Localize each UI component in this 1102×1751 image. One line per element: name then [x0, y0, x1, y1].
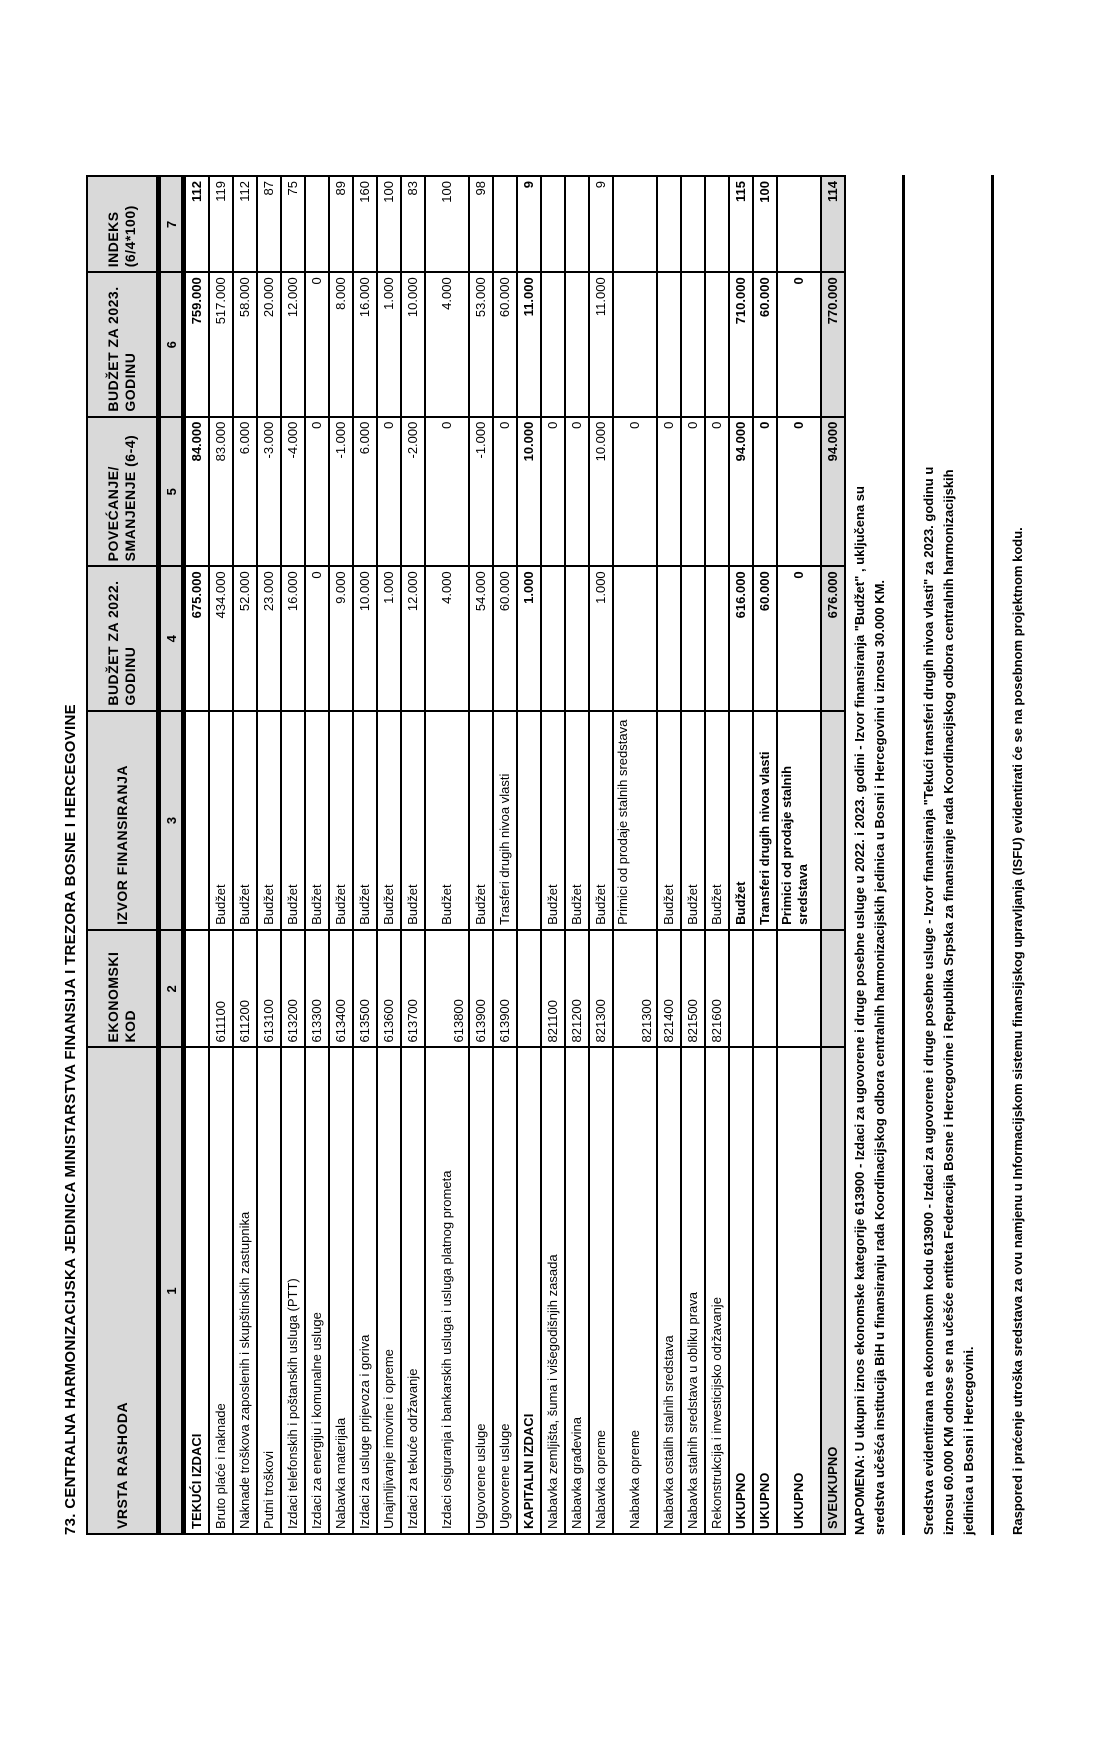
budzet-2022-cell	[613, 566, 657, 710]
povecanje-smanjenje-cell: -1.000	[329, 417, 353, 567]
povecanje-smanjenje-cell: 0	[305, 417, 329, 567]
col-header-ekonomski-kod: EKONOMSKI KOD	[87, 930, 159, 1048]
izvor-finansiranja-cell: Budžet	[589, 711, 613, 930]
budzet-2023-cell: 11.000	[517, 272, 541, 416]
budzet-2023-cell: 710.000	[729, 272, 753, 416]
ekonomski-kod-cell: 821400	[657, 930, 681, 1048]
table-row	[281, 176, 305, 1534]
col-number: 3	[159, 711, 184, 930]
povecanje-smanjenje-cell: 10.000	[517, 417, 541, 567]
indeks-cell	[681, 176, 705, 272]
table-row	[613, 176, 657, 1534]
ekonomski-kod-cell: 613500	[353, 930, 377, 1048]
ekonomski-kod-cell: 821600	[705, 930, 729, 1048]
col-number: 4	[159, 566, 184, 710]
table-row	[541, 176, 565, 1534]
vrsta-rashoda-cell: Ugovorene usluge	[469, 1047, 493, 1534]
table-row	[753, 176, 777, 1534]
ekonomski-kod-cell: 611200	[233, 930, 257, 1048]
povecanje-smanjenje-cell: -3.000	[257, 417, 281, 567]
funding-note-line: jedinica u Bosni i Hercegovini.	[961, 1346, 976, 1535]
izvor-finansiranja-cell: Budžet	[705, 711, 729, 930]
povecanje-smanjenje-cell: -1.000	[469, 417, 493, 567]
indeks-cell	[541, 176, 565, 272]
budzet-2022-cell: 434.000	[209, 566, 233, 710]
budzet-2022-cell	[681, 566, 705, 710]
povecanje-smanjenje-cell: 0	[425, 417, 469, 567]
budzet-2023-cell: 11.000	[589, 272, 613, 416]
table-row	[821, 176, 845, 1534]
budzet-2022-cell: 0	[305, 566, 329, 710]
ekonomski-kod-cell: 613100	[257, 930, 281, 1048]
indeks-cell: 160	[353, 176, 377, 272]
izvor-finansiranja-cell: Budžet	[541, 711, 565, 930]
col-header-izvor-finansiranja: IZVOR FINANSIRANJA	[87, 711, 159, 930]
budzet-2023-cell: 60.000	[493, 272, 517, 416]
funding-note-line: iznosu 60.000 KM odnose se na učešće entiteta Federacija Bosne i Hercegovine i Republika Srpska za finansiranje rada Koordinacijskog odbora centralnih harmonizacijskih	[941, 469, 956, 1535]
vrsta-rashoda-cell: Unajmljivanje imovine i opreme	[377, 1047, 401, 1534]
vrsta-rashoda-cell: Nabavka opreme	[589, 1047, 613, 1534]
napomena-note	[850, 175, 890, 1535]
budzet-2022-cell: 12.000	[401, 566, 425, 710]
povecanje-smanjenje-cell: 6.000	[233, 417, 257, 567]
budzet-2022-cell: 0	[777, 566, 821, 710]
ekonomski-kod-cell: 821300	[613, 930, 657, 1048]
table-row	[493, 176, 517, 1534]
izvor-finansiranja-cell: Budžet	[353, 711, 377, 930]
vrsta-rashoda-cell: Izdaci za energiju i komunalne usluge	[305, 1047, 329, 1534]
ekonomski-kod-cell: 821300	[589, 930, 613, 1048]
budzet-2023-cell: 10.000	[401, 272, 425, 416]
izvor-finansiranja-cell: Budžet	[681, 711, 705, 930]
table-row	[777, 176, 821, 1534]
povecanje-smanjenje-cell: 83.000	[209, 417, 233, 567]
vrsta-rashoda-cell: Nabavka opreme	[613, 1047, 657, 1534]
indeks-cell	[705, 176, 729, 272]
col-number: 1	[159, 1047, 184, 1534]
ekonomski-kod-cell: 613700	[401, 930, 425, 1048]
indeks-cell	[613, 176, 657, 272]
ekonomski-kod-cell	[184, 930, 210, 1048]
izvor-finansiranja-cell: Budžet	[329, 711, 353, 930]
vrsta-rashoda-cell: Putni troškovi	[257, 1047, 281, 1534]
povecanje-smanjenje-cell: 6.000	[353, 417, 377, 567]
izvor-finansiranja-cell: Budžet	[209, 711, 233, 930]
ekonomski-kod-cell	[777, 930, 821, 1048]
povecanje-smanjenje-cell: 94.000	[821, 417, 845, 567]
indeks-cell: 115	[729, 176, 753, 272]
budzet-2023-cell: 53.000	[469, 272, 493, 416]
izvor-finansiranja-cell: Primici od prodaje stalnih sredstava	[613, 711, 657, 930]
table-row	[401, 176, 425, 1534]
izvor-finansiranja-cell	[517, 711, 541, 930]
col-header-povecanje-smanjenje: POVEĆANJE/ SMANJENJE (6-4)	[87, 417, 159, 567]
indeks-cell: 100	[377, 176, 401, 272]
vrsta-rashoda-cell: Izdaci telefonskih i poštanskih usluga (PTT)	[281, 1047, 305, 1534]
ekonomski-kod-cell: 613200	[281, 930, 305, 1048]
napomena-line: NAPOMENA: U ukupni iznos ekonomske kategorije 613900 - Izdaci za ugovorene i druge posebne usluge u 2022. i 2023. godini - Izvor finansiranja "Budžet" , uključena su	[852, 486, 867, 1535]
budzet-2022-cell: 52.000	[233, 566, 257, 710]
ekonomski-kod-cell: 821500	[681, 930, 705, 1048]
izvor-finansiranja-cell: Budžet	[565, 711, 589, 930]
vrsta-rashoda-cell: Izdaci za usluge prijevoza i goriva	[353, 1047, 377, 1534]
izvor-finansiranja-cell: Budžet	[469, 711, 493, 930]
table-row	[233, 176, 257, 1534]
vrsta-rashoda-cell: Nabavka materijala	[329, 1047, 353, 1534]
table-row	[657, 176, 681, 1534]
vrsta-rashoda-cell: UKUPNO	[777, 1047, 821, 1534]
table-row	[729, 176, 753, 1534]
izvor-finansiranja-cell: Budžet	[401, 711, 425, 930]
indeks-cell: 114	[821, 176, 845, 272]
ekonomski-kod-cell	[821, 930, 845, 1048]
budzet-2023-cell: 0	[305, 272, 329, 416]
table-row	[353, 176, 377, 1534]
vrsta-rashoda-cell: Naknade troškova zaposlenih i skupštinskih zastupnika	[233, 1047, 257, 1534]
budzet-2022-cell: 4.000	[425, 566, 469, 710]
budzet-2023-cell: 759.000	[184, 272, 210, 416]
povecanje-smanjenje-cell: 84.000	[184, 417, 210, 567]
budzet-2022-cell: 60.000	[493, 566, 517, 710]
funding-note	[919, 175, 979, 1535]
indeks-cell: 87	[257, 176, 281, 272]
budzet-2022-cell: 54.000	[469, 566, 493, 710]
povecanje-smanjenje-cell: 0	[377, 417, 401, 567]
table-row	[565, 176, 589, 1534]
budzet-2023-cell: 1.000	[377, 272, 401, 416]
budzet-2023-cell	[565, 272, 589, 416]
ekonomski-kod-cell: 611100	[209, 930, 233, 1048]
ekonomski-kod-cell: 821200	[565, 930, 589, 1048]
indeks-cell: 98	[469, 176, 493, 272]
budzet-2023-cell: 60.000	[753, 272, 777, 416]
ekonomski-kod-cell: 613300	[305, 930, 329, 1048]
indeks-cell	[305, 176, 329, 272]
table-row	[589, 176, 613, 1534]
vrsta-rashoda-cell: Izdaci osiguranja i bankarskih usluga i usluga platnog prometa	[425, 1047, 469, 1534]
budzet-2022-cell: 1.000	[377, 566, 401, 710]
vrsta-rashoda-cell: Bruto plaće i naknade	[209, 1047, 233, 1534]
vrsta-rashoda-cell: UKUPNO	[753, 1047, 777, 1534]
indeks-cell: 9	[589, 176, 613, 272]
ekonomski-kod-cell	[753, 930, 777, 1048]
budzet-2022-cell	[565, 566, 589, 710]
vrsta-rashoda-cell: UKUPNO	[729, 1047, 753, 1534]
vrsta-rashoda-cell: Ugovorene usluge	[493, 1047, 517, 1534]
napomena-line: sredstva učešća institucija BiH u finansiranju rada Koordinacijskog odbora centralnih harmonizacijskih jedinica u Bosni i Hercegovini u iznosu 30.000 KM.	[872, 579, 887, 1535]
izvor-finansiranja-cell: Budžet	[729, 711, 753, 930]
budzet-2023-cell: 16.000	[353, 272, 377, 416]
budzet-2022-cell: 1.000	[517, 566, 541, 710]
funding-note-line: Sredstva evidentirana na ekonomskom kodu 613900 - Izdaci za ugovorene i druge posebne usluge - Izvor finansiranja "Tekući transferi drugih nivoa vlasti" za 2023. godinu u	[921, 466, 936, 1535]
ekonomski-kod-cell	[729, 930, 753, 1048]
izvor-finansiranja-cell: Primici od prodaje stalnih sredstava	[777, 711, 821, 930]
indeks-cell: 100	[753, 176, 777, 272]
ekonomski-kod-cell	[517, 930, 541, 1048]
indeks-cell	[777, 176, 821, 272]
izvor-finansiranja-cell: Trasferi drugih nivoa vlasti	[493, 711, 517, 930]
budzet-2023-cell: 517.000	[209, 272, 233, 416]
indeks-cell: 100	[425, 176, 469, 272]
budzet-2022-cell	[705, 566, 729, 710]
budzet-2023-cell: 20.000	[257, 272, 281, 416]
povecanje-smanjenje-cell: 0	[705, 417, 729, 567]
izvor-finansiranja-cell: Budžet	[257, 711, 281, 930]
povecanje-smanjenje-cell: -4.000	[281, 417, 305, 567]
table-row	[469, 176, 493, 1534]
col-header-budzet-2022: BUDŽET ZA 2022. GODINU	[87, 566, 159, 710]
indeks-cell: 112	[184, 176, 210, 272]
table-row	[705, 176, 729, 1534]
header-row	[87, 176, 159, 1534]
vrsta-rashoda-cell: Nabavka građevina	[565, 1047, 589, 1534]
table-row	[377, 176, 401, 1534]
vrsta-rashoda-cell: Nabavka stalnih sredstava u obliku prava	[681, 1047, 705, 1534]
budzet-2022-cell: 675.000	[184, 566, 210, 710]
vrsta-rashoda-cell: SVEUKUPNO	[821, 1047, 845, 1534]
izvor-finansiranja-cell: Budžet	[425, 711, 469, 930]
povecanje-smanjenje-cell: 0	[657, 417, 681, 567]
table-row	[329, 176, 353, 1534]
budzet-2023-cell: 58.000	[233, 272, 257, 416]
indeks-cell: 119	[209, 176, 233, 272]
izvor-finansiranja-cell: Budžet	[233, 711, 257, 930]
izvor-finansiranja-cell: Budžet	[377, 711, 401, 930]
budzet-2023-cell	[705, 272, 729, 416]
povecanje-smanjenje-cell: 0	[613, 417, 657, 567]
budzet-2022-cell: 16.000	[281, 566, 305, 710]
ekonomski-kod-cell: 613600	[377, 930, 401, 1048]
povecanje-smanjenje-cell: 0	[541, 417, 565, 567]
table-row	[425, 176, 469, 1534]
table-row	[305, 176, 329, 1534]
vrsta-rashoda-cell: Nabavka zemljišta, šuma i višegodišnjih zasada	[541, 1047, 565, 1534]
divider	[991, 175, 994, 1535]
indeks-cell: 112	[233, 176, 257, 272]
indeks-cell: 75	[281, 176, 305, 272]
divider	[902, 175, 905, 1535]
notes-section	[850, 175, 1028, 1535]
ekonomski-kod-cell: 613900	[493, 930, 517, 1048]
vrsta-rashoda-cell: Rekonstrukcija i investicijsko održavanje	[705, 1047, 729, 1534]
ekonomski-kod-cell: 613900	[469, 930, 493, 1048]
vrsta-rashoda-cell: KAPITALNI IZDACI	[517, 1047, 541, 1534]
indeks-cell	[657, 176, 681, 272]
table-row	[184, 176, 210, 1534]
col-number: 7	[159, 176, 184, 272]
indeks-cell	[565, 176, 589, 272]
budzet-2022-cell	[541, 566, 565, 710]
povecanje-smanjenje-cell: 0	[777, 417, 821, 567]
povecanje-smanjenje-cell: 10.000	[589, 417, 613, 567]
budzet-2023-cell: 0	[777, 272, 821, 416]
budzet-2023-cell: 12.000	[281, 272, 305, 416]
budzet-2023-cell	[541, 272, 565, 416]
povecanje-smanjenje-cell: 0	[753, 417, 777, 567]
vrsta-rashoda-cell: TEKUĆI IZDACI	[184, 1047, 210, 1534]
vrsta-rashoda-cell: Nabavka ostalih stalnih sredstava	[657, 1047, 681, 1534]
povecanje-smanjenje-cell: -2.000	[401, 417, 425, 567]
page-title: 73. CENTRALNA HARMONIZACIJSKA JEDINICA MINISTARSTVA FINANSIJA I TREZORA BOSNE I HERCEGOVINE	[62, 704, 79, 1535]
table-row	[681, 176, 705, 1534]
povecanje-smanjenje-cell: 94.000	[729, 417, 753, 567]
budzet-2022-cell: 10.000	[353, 566, 377, 710]
budzet-2022-cell: 676.000	[821, 566, 845, 710]
table-row	[209, 176, 233, 1534]
col-number: 2	[159, 930, 184, 1048]
ekonomski-kod-cell: 613400	[329, 930, 353, 1048]
budzet-2023-cell: 4.000	[425, 272, 469, 416]
col-number: 5	[159, 417, 184, 567]
budget-table	[86, 175, 846, 1535]
vrsta-rashoda-cell: Izdaci za tekuće održavanje	[401, 1047, 425, 1534]
budzet-2022-cell: 9.000	[329, 566, 353, 710]
povecanje-smanjenje-cell: 0	[493, 417, 517, 567]
budzet-2022-cell: 23.000	[257, 566, 281, 710]
budzet-2023-cell: 770.000	[821, 272, 845, 416]
indeks-cell: 89	[329, 176, 353, 272]
column-number-row	[159, 176, 184, 1534]
izvor-finansiranja-cell	[821, 711, 845, 930]
budzet-2023-cell	[681, 272, 705, 416]
col-header-vrsta-rashoda: VRSTA RASHODA	[87, 1047, 159, 1534]
budzet-2022-cell: 1.000	[589, 566, 613, 710]
povecanje-smanjenje-cell: 0	[565, 417, 589, 567]
col-number: 6	[159, 272, 184, 416]
budzet-2023-cell	[657, 272, 681, 416]
indeks-cell: 9	[517, 176, 541, 272]
izvor-finansiranja-cell: Budžet	[657, 711, 681, 930]
col-header-budzet-2023: BUDŽET ZA 2023. GODINU	[87, 272, 159, 416]
table-row	[517, 176, 541, 1534]
budzet-2022-cell: 60.000	[753, 566, 777, 710]
izvor-finansiranja-cell: Budžet	[305, 711, 329, 930]
table-row	[257, 176, 281, 1534]
budzet-2023-cell: 8.000	[329, 272, 353, 416]
budzet-2023-cell	[613, 272, 657, 416]
izvor-finansiranja-cell: Transferi drugih nivoa vlasti	[753, 711, 777, 930]
budzet-2022-cell	[657, 566, 681, 710]
ekonomski-kod-cell: 821100	[541, 930, 565, 1048]
isfu-note: Raspored i praćenje utroška sredstava za ovu namjenu u Informacijskom sistemu finansijskog upravljanja (ISFU) evidentirati će se na posebnom projektnom kodu.	[1010, 527, 1025, 1535]
ekonomski-kod-cell: 613800	[425, 930, 469, 1048]
izvor-finansiranja-cell: Budžet	[281, 711, 305, 930]
col-header-indeks: INDEKS (6/4*100)	[87, 176, 159, 272]
budzet-2022-cell: 616.000	[729, 566, 753, 710]
povecanje-smanjenje-cell: 0	[681, 417, 705, 567]
indeks-cell: 83	[401, 176, 425, 272]
indeks-cell	[493, 176, 517, 272]
izvor-finansiranja-cell	[184, 711, 210, 930]
